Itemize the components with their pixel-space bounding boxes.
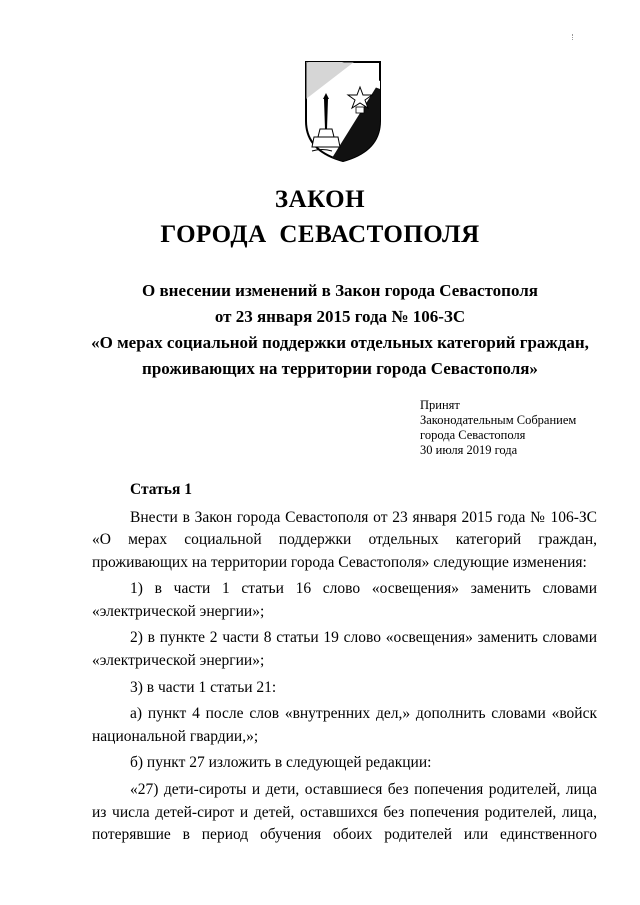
article-paragraph: 1) в части 1 статьи 16 слово «освещения» заменить словами «электрической энергии»; [92,580,597,620]
article-paragraph: Внести в Закон города Севастополя от 23 января 2015 года № 106-ЗС «О мерах социальной поддержки отдельных категорий граждан, проживающих на территории города Севастополя» следующие изменения: [92,509,597,571]
adoption-block [420,398,576,458]
article-paragraph: «27) дети-сироты и дети, оставшиеся без попечения родителей, лица из числа детей-сирот и детей, оставшихся без попечения родителей, лица, потерявшие в период обучения обоих родителей или единственного [92,781,597,843]
law-title: ЗАКОН [274,186,366,213]
article-paragraph: 3) в части 1 статьи 21: [130,678,277,696]
subtitle-line: от 23 января 2015 года № 106-ЗС [214,307,466,326]
article-paragraph: б) пункт 27 изложить в следующей редакции: [130,754,432,772]
subtitle-line: О внесении изменений в Закон города Севастополя [142,281,538,300]
adoption-line: Принят [420,398,460,412]
article-paragraph: 2) в пункте 2 части 8 статьи 19 слово «освещения» заменить словами «электрической энергии»; [92,629,597,669]
article-paragraph: а) пункт 4 после слов «внутренних дел,» дополнить словами «войск национальной гвардии,»; [92,705,597,745]
article-body [92,507,597,851]
adoption-line: города Севастополя [420,428,526,442]
law-subtitle [60,278,620,382]
subtitle-line: проживающих на территории города Севастополя» [142,359,538,378]
law-city-title: ГОРОДА СЕВАСТОПОЛЯ [160,221,480,248]
adoption-line: Законодательным Собранием [420,413,577,427]
scan-mark [572,34,575,40]
subtitle-line: «О мерах социальной поддержки отдельных категорий граждан, [91,333,589,352]
adoption-date: 30 июля 2019 года [420,443,518,457]
article-title: Статья 1 [130,481,192,498]
sevastopol-coat-of-arms-icon [302,59,384,163]
